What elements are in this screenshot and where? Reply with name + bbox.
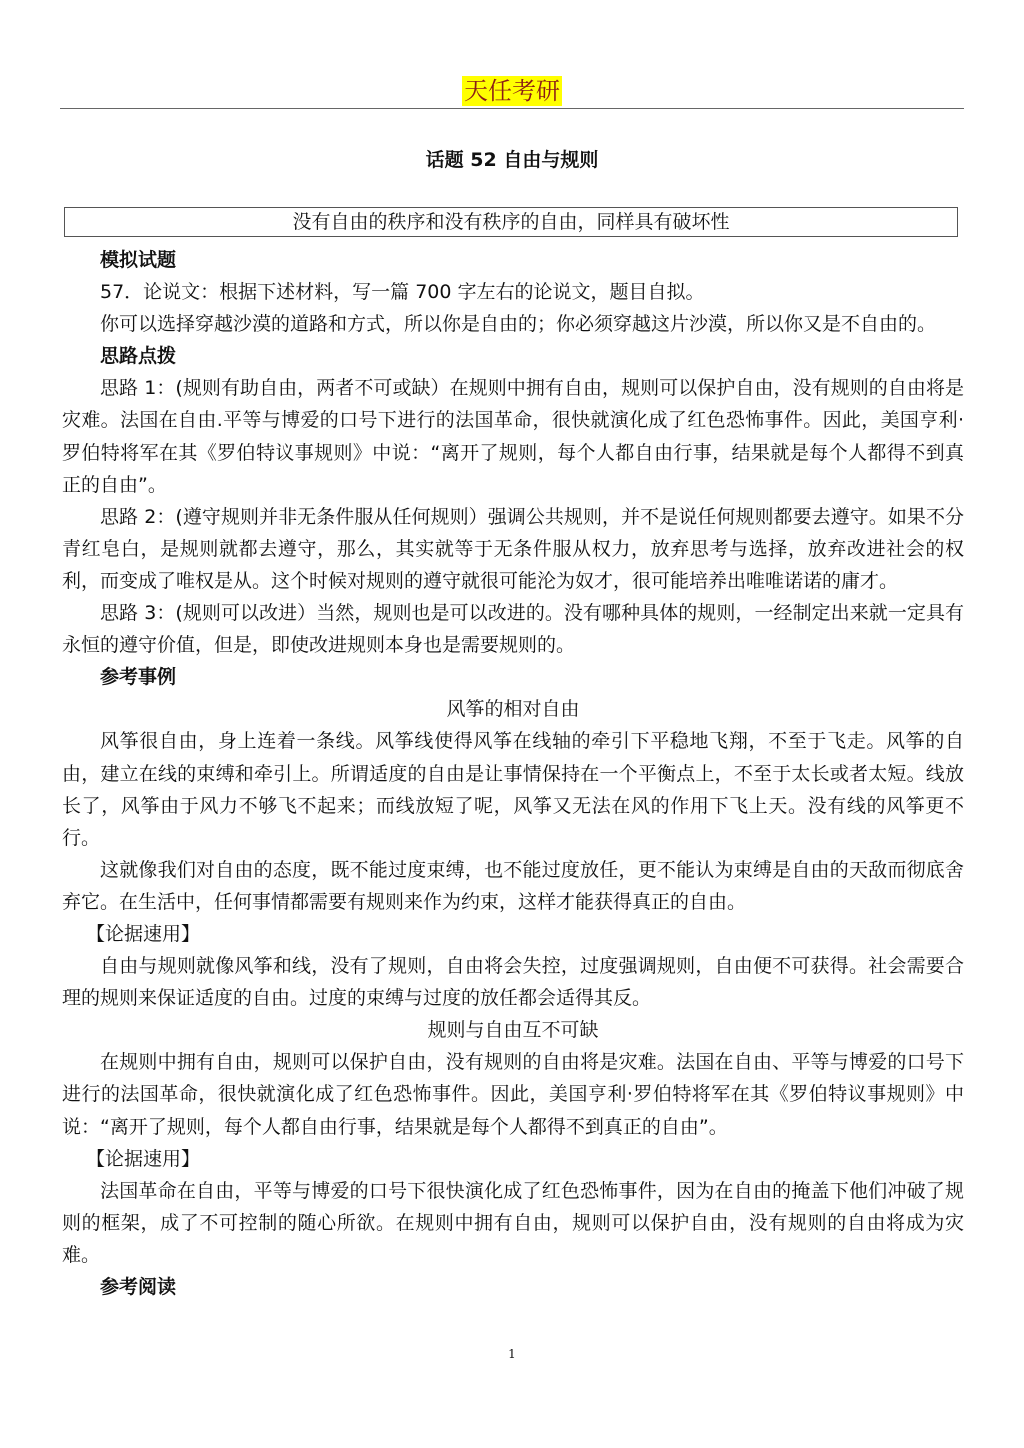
example-2-usage-tag: 【论据速用】: [86, 1147, 201, 1170]
header-divider: [60, 108, 964, 109]
document-body: [62, 244, 964, 1303]
section-heading-examples: 参考事例: [100, 666, 177, 689]
example-2-paragraph-1: 在规则中拥有自由，规则可以保护自由，没有规则的自由将是灾难。法国在自由、平等与博爱的口号下进行的法国革命，很快就演化成了红色恐怖事件。因此，美国亨利·罗伯特将军在其《罗伯特议事规则》中说：“离开了规则，每个人都自由行事，结果就是每个人都得不到真正的自由”。: [62, 1051, 964, 1138]
page-title: 话题 52 自由与规则: [425, 149, 599, 171]
example-1-usage: 自由与规则就像风筝和线，没有了规则，自由将会失控，过度强调规则，自由便不可获得。社会需要合理的规则来保证适度的自由。过度的束缚与过度的放任都会适得其反。: [62, 955, 964, 1010]
example-1-paragraph-1: 风筝很自由，身上连着一条线。风筝线使得风筝在线轴的牵引下平稳地飞翔，不至于飞走。风筝的自由，建立在线的束缚和牵引上。所谓适度的自由是让事情保持在一个平衡点上，不至于太长或者太短。线放长了，风筝由于风力不够飞不起来；而线放短了呢，风筝又无法在风的作用下飞上天。没有线的风筝更不行。: [62, 730, 964, 849]
motto-box: 没有自由的秩序和没有秩序的自由，同样具有破坏性: [64, 207, 958, 237]
example-2-title: 规则与自由互不可缺: [427, 1019, 599, 1042]
example-1-title: 风筝的相对自由: [446, 698, 580, 721]
example-2-usage: 法国革命在自由，平等与博爱的口号下很快演化成了红色恐怖事件，因为在自由的掩盖下他们冲破了规则的框架，成了不可控制的随心所欲。在规则中拥有自由，规则可以保护自由，没有规则的自由将成为灾难。: [62, 1179, 964, 1266]
example-1-usage-tag: 【论据速用】: [86, 922, 201, 945]
section-heading-mock: 模拟试题: [100, 249, 177, 271]
question-material: 你可以选择穿越沙漠的道路和方式，所以你是自由的；你必须穿越这片沙漠，所以你又是不自由的。: [100, 313, 937, 336]
section-heading-ideas: 思路点拨: [100, 345, 177, 368]
idea-3: 思路 3：(规则可以改进）当然，规则也是可以改进的。没有哪种具体的规则，一经制定出来就一定具有永恒的遵守价值，但是，即使改进规则本身也是需要规则的。: [62, 602, 964, 657]
example-1-paragraph-2: 这就像我们对自由的态度，既不能过度束缚，也不能过度放任，更不能认为束缚是自由的天敌而彻底舍弃它。在生活中，任何事情都需要有规则来作为约束，这样才能获得真正的自由。: [62, 858, 964, 913]
question-57: 57．论说文：根据下述材料，写一篇 700 字左右的论说文，题目自拟。: [100, 281, 705, 304]
section-heading-reading: 参考阅读: [100, 1276, 177, 1298]
idea-2: 思路 2：(遵守规则并非无条件服从任何规则）强调公共规则，并不是说任何规则都要去遵守。如果不分青红皂白，是规则就都去遵守，那么，其实就等于无条件服从权力，放弃思考与选择，放弃改进社会的权利，而变成了唯权是从。这个时候对规则的遵守就很可能沦为奴才，很可能培养出唯唯诺诺的庸才。: [62, 505, 964, 592]
idea-1: 思路 1：(规则有助自由，两者不可或缺）在规则中拥有自由，规则可以保护自由，没有规则的自由将是灾难。法国在自由.平等与博爱的口号下进行的法国革命，很快就演化成了红色恐怖事件。因此，美国亨利·罗伯特将军在其《罗伯特议事规则》中说：“离开了规则，每个人都自由行事，结果就是每个人都得不到真正的自由”。: [62, 377, 964, 496]
header-brand: 天任考研: [464, 77, 560, 105]
page-number: 1: [508, 1347, 516, 1361]
